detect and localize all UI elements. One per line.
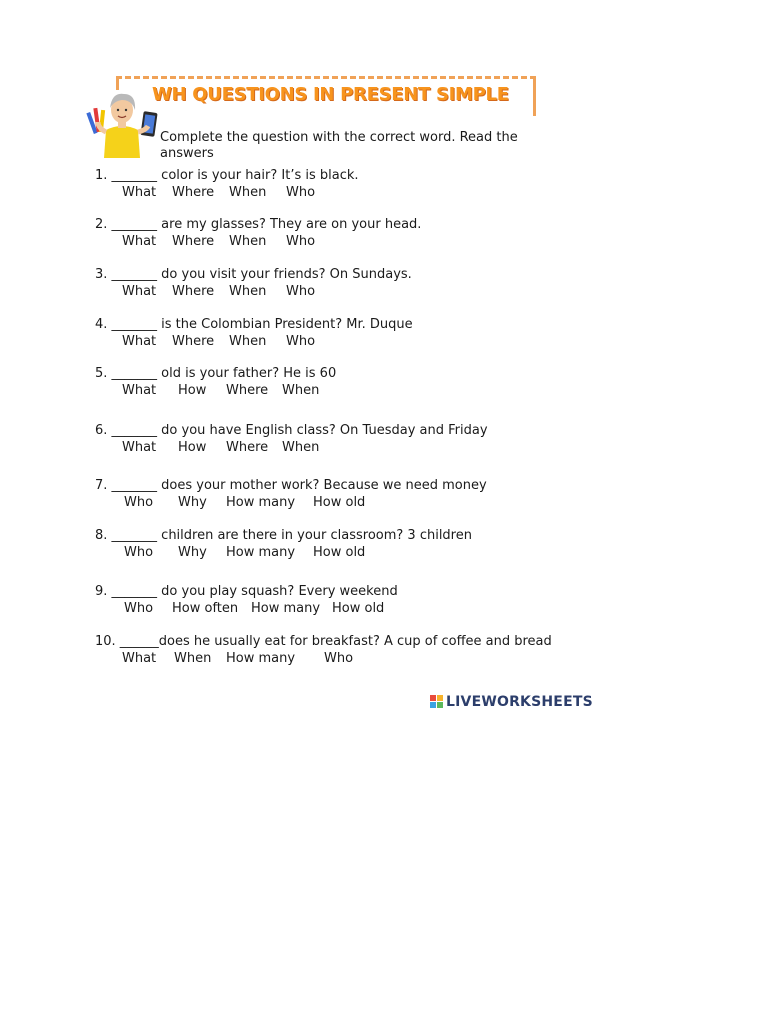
question-8-option[interactable]: Why [178,545,207,560]
question-9-option[interactable]: How often [172,601,239,616]
question-7-option[interactable]: How old [313,495,366,510]
question-2: 2. _______ are my glasses? They are on your head. [95,217,422,232]
brand-footer [430,693,593,711]
question-6-option[interactable]: Where [226,440,269,455]
question-6-option[interactable]: How [178,440,207,455]
question-10-option[interactable]: Who [324,651,354,666]
question-4-option[interactable]: What [122,334,157,349]
question-7-option[interactable]: Who [124,495,154,510]
question-5-option[interactable]: Where [226,383,269,398]
question-3-option[interactable]: Who [286,284,316,299]
liveworksheets-logo-icon [430,695,444,709]
question-2-option[interactable]: What [122,234,157,249]
question-3-option[interactable]: What [122,284,157,299]
question-1-option[interactable]: Who [286,185,316,200]
question-5-option[interactable]: When [282,383,320,398]
question-9-option[interactable]: How old [332,601,385,616]
question-10: 10. ______does he usually eat for breakfast? A cup of coffee and bread [95,634,552,649]
question-8-option[interactable]: How old [313,545,366,560]
question-5-option[interactable]: What [122,383,157,398]
question-8-option[interactable]: Who [124,545,154,560]
question-6: 6. _______ do you have English class? On Tuesday and Friday [95,423,488,438]
question-7-option[interactable]: Why [178,495,207,510]
brand-name: LIVEWORKSHEETS [446,694,593,710]
question-8-option[interactable]: How many [226,545,296,560]
question-7-option[interactable]: How many [226,495,296,510]
question-6-option[interactable]: When [282,440,320,455]
question-10-option[interactable]: When [174,651,212,666]
question-4-option[interactable]: Where [172,334,215,349]
question-8: 8. _______ children are there in your classroom? 3 children [95,528,472,543]
question-3-option[interactable]: Where [172,284,215,299]
question-1-option[interactable]: Where [172,185,215,200]
question-2-option[interactable]: Where [172,234,215,249]
question-3: 3. _______ do you visit your friends? On Sundays. [95,267,412,282]
question-1-option[interactable]: When [229,185,267,200]
question-1: 1. _______ color is your hair? It’s is black. [95,168,359,183]
instruction-text: Complete the question with the correct word. Read the answers [160,130,518,161]
question-2-option[interactable]: When [229,234,267,249]
question-1-option[interactable]: What [122,185,157,200]
question-4-option[interactable]: When [229,334,267,349]
question-10-option[interactable]: What [122,651,157,666]
question-9-option[interactable]: Who [124,601,154,616]
question-2-option[interactable]: Who [286,234,316,249]
page-title: WH QUESTIONS IN PRESENT SIMPLE [152,84,509,105]
question-3-option[interactable]: When [229,284,267,299]
question-7: 7. _______ does your mother work? Because we need money [95,478,487,493]
question-6-option[interactable]: What [122,440,157,455]
question-5-option[interactable]: How [178,383,207,398]
question-9: 9. _______ do you play squash? Every weekend [95,584,398,599]
question-5: 5. _______ old is your father? He is 60 [95,366,337,381]
question-10-option[interactable]: How many [226,651,296,666]
question-4-option[interactable]: Who [286,334,316,349]
question-4: 4. _______ is the Colombian President? Mr. Duque [95,317,413,332]
question-9-option[interactable]: How many [251,601,321,616]
